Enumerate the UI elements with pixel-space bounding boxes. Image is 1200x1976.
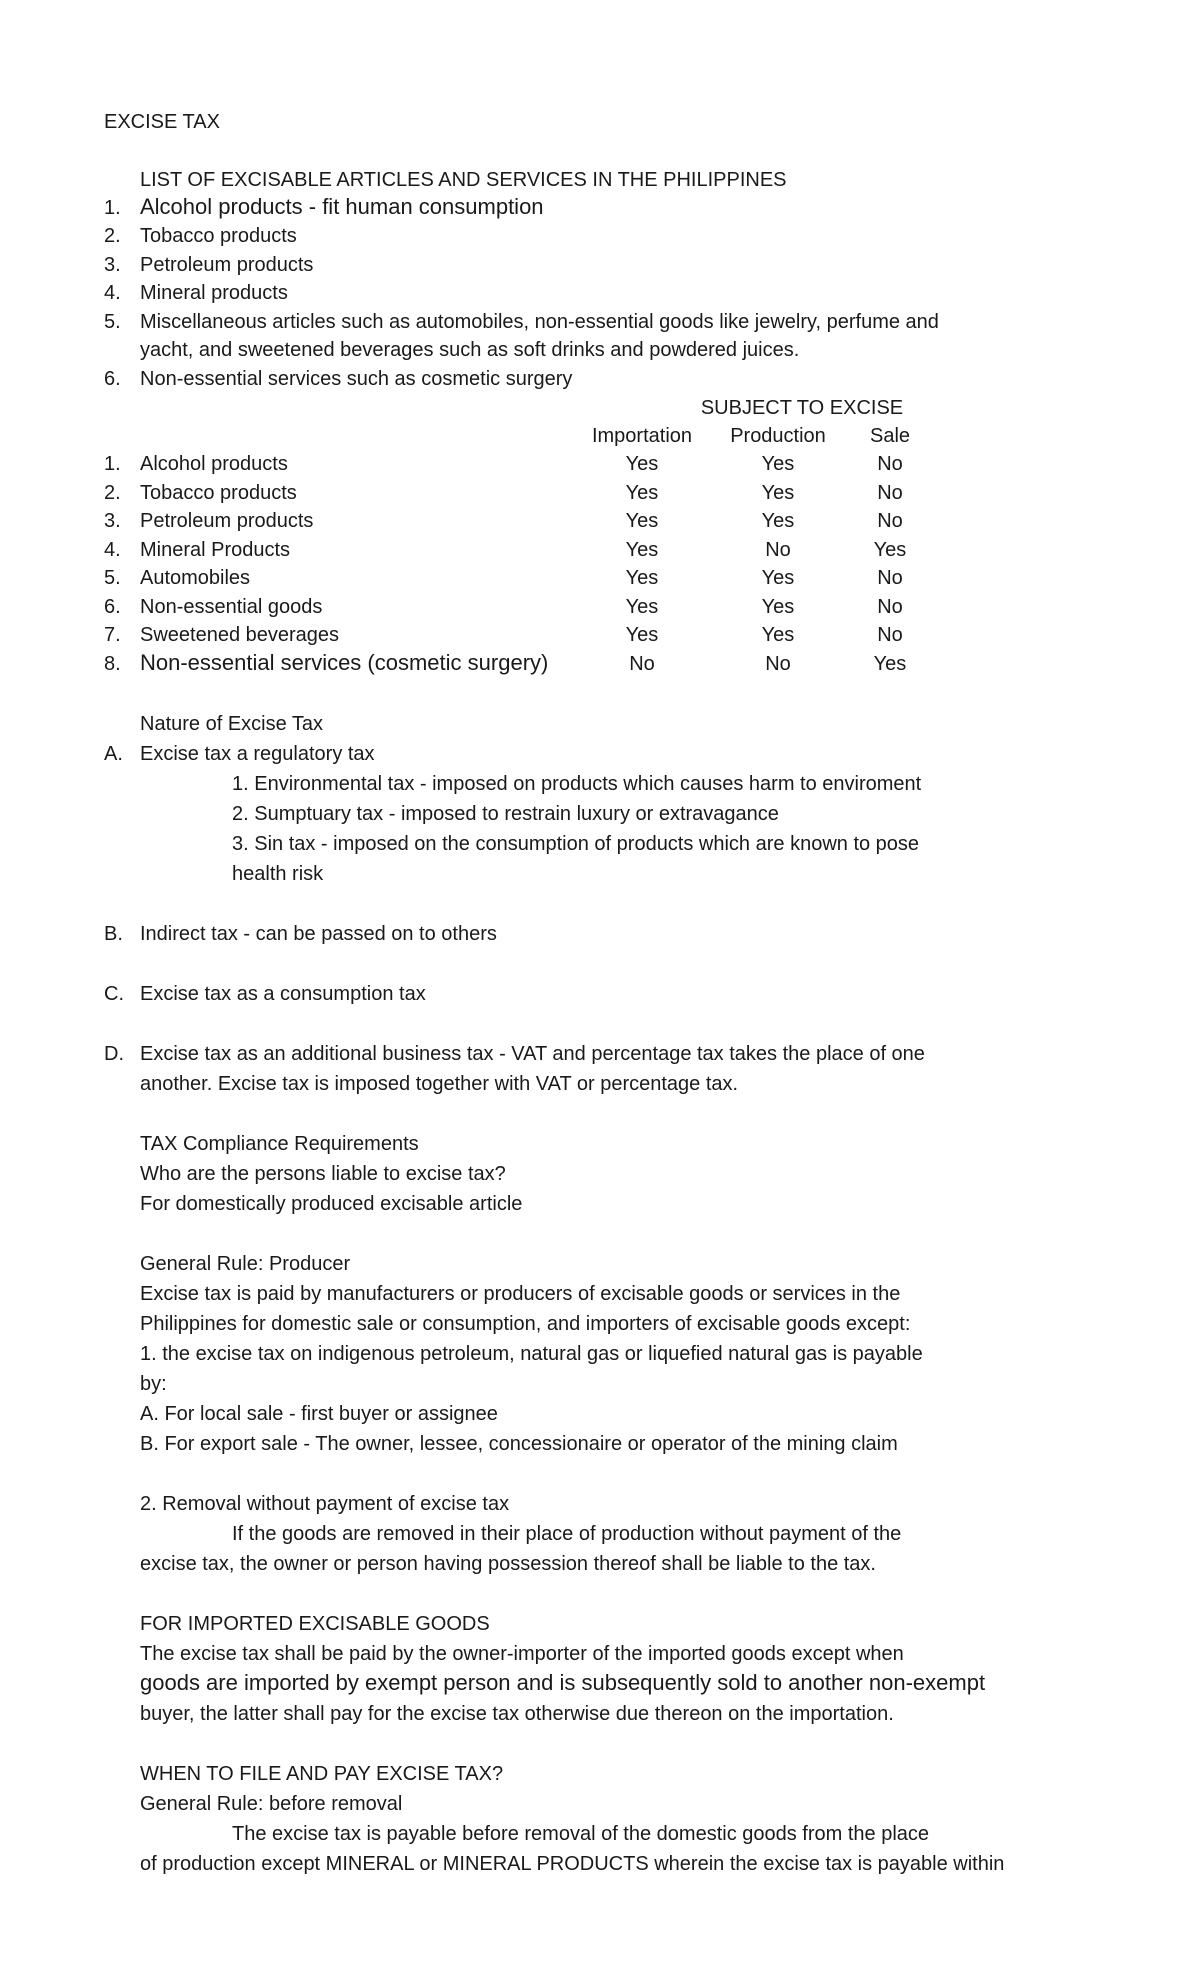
row-item: Tobacco products — [140, 482, 297, 504]
cell-importation: Yes — [625, 624, 659, 646]
cell-production: Yes — [761, 596, 795, 618]
cell-importation: Yes — [625, 567, 659, 589]
table-caption: SUBJECT TO EXCISE — [700, 397, 904, 419]
list-item: Alcohol products - fit human consumption — [140, 194, 544, 219]
cell-production: No — [765, 653, 791, 675]
paragraph-line: Who are the persons liable to excise tax? — [140, 1163, 506, 1185]
cell-production: Yes — [761, 453, 795, 475]
sub-item: 1. Environmental tax - imposed on products which causes harm to enviroment — [232, 773, 922, 795]
paragraph-line: Excise tax is paid by manufacturers or producers of excisable goods or services in the — [140, 1283, 901, 1305]
item-label: C. — [104, 983, 124, 1005]
cell-sale: No — [877, 567, 903, 589]
item-text-continuation: another. Excise tax is imposed together with VAT or percentage tax. — [140, 1073, 739, 1095]
cell-importation: Yes — [625, 482, 659, 504]
item-label: A. — [104, 743, 123, 765]
list-number: 6. — [104, 368, 121, 390]
item-text: Indirect tax - can be passed on to others — [140, 923, 497, 945]
row-number: 4. — [104, 539, 121, 561]
paragraph-line: Philippines for domestic sale or consumption, and importers of excisable goods except: — [140, 1313, 911, 1335]
paragraph-line: of production except MINERAL or MINERAL PRODUCTS wherein the excise tax is payable within — [140, 1853, 1005, 1875]
paragraph-line: buyer, the latter shall pay for the excise tax otherwise due thereon on the importation. — [140, 1703, 894, 1725]
paragraph-line: goods are imported by exempt person and is subsequently sold to another non-exempt — [140, 1670, 986, 1695]
item-text: Excise tax a regulatory tax — [140, 743, 375, 765]
cell-sale: No — [877, 596, 903, 618]
sub-item: 2. Sumptuary tax - imposed to restrain luxury or extravagance — [232, 803, 779, 825]
cell-importation: Yes — [625, 596, 659, 618]
column-header-production: Production — [730, 425, 826, 447]
cell-production: Yes — [761, 624, 795, 646]
paragraph-line: 1. the excise tax on indigenous petroleum, natural gas or liquefied natural gas is payable — [140, 1343, 923, 1365]
sub-item-continuation: health risk — [232, 863, 324, 885]
item-label: D. — [104, 1043, 124, 1065]
cell-sale: Yes — [873, 539, 907, 561]
list-number: 3. — [104, 254, 121, 276]
row-item: Mineral Products — [140, 539, 291, 561]
row-item: Automobiles — [140, 567, 251, 589]
row-item: Non-essential goods — [140, 596, 323, 618]
row-number: 5. — [104, 567, 121, 589]
list-item: Tobacco products — [140, 225, 297, 247]
cell-production: No — [765, 539, 791, 561]
list-item: Non-essential services such as cosmetic surgery — [140, 368, 573, 390]
paragraph-line: The excise tax shall be paid by the owner-importer of the imported goods except when — [140, 1643, 904, 1665]
paragraph-line: B. For export sale - The owner, lessee, concessionaire or operator of the mining claim — [140, 1433, 898, 1455]
paragraph-line: If the goods are removed in their place of production without payment of the — [232, 1523, 902, 1545]
list-number: 2. — [104, 225, 121, 247]
cell-importation: No — [629, 653, 655, 675]
row-number: 2. — [104, 482, 121, 504]
doc-title: EXCISE TAX — [104, 111, 220, 133]
cell-importation: Yes — [625, 539, 659, 561]
row-number: 8. — [104, 653, 121, 675]
cell-sale: No — [877, 624, 903, 646]
list-item: Petroleum products — [140, 254, 314, 276]
section-heading: TAX Compliance Requirements — [140, 1133, 419, 1155]
column-header-importation: Importation — [591, 425, 693, 447]
cell-production: Yes — [761, 482, 795, 504]
list-number: 1. — [104, 197, 121, 219]
section-heading: FOR IMPORTED EXCISABLE GOODS — [140, 1613, 490, 1635]
section-heading: WHEN TO FILE AND PAY EXCISE TAX? — [140, 1763, 504, 1785]
row-number: 1. — [104, 453, 121, 475]
paragraph-line: excise tax, the owner or person having possession thereof shall be liable to the tax. — [140, 1553, 876, 1575]
sub-item: 3. Sin tax - imposed on the consumption of products which are known to pose — [232, 833, 920, 855]
cell-sale: No — [877, 482, 903, 504]
cell-sale: Yes — [873, 653, 907, 675]
cell-production: Yes — [761, 567, 795, 589]
list-number: 5. — [104, 311, 121, 333]
cell-importation: Yes — [625, 453, 659, 475]
paragraph-line: The excise tax is payable before removal of the domestic goods from the place — [232, 1823, 930, 1845]
cell-importation: Yes — [625, 510, 659, 532]
item-text: Excise tax as an additional business tax - VAT and percentage tax takes the place of one — [140, 1043, 925, 1065]
list-heading: LIST OF EXCISABLE ARTICLES AND SERVICES IN THE PHILIPPINES — [140, 169, 787, 191]
list-item: Mineral products — [140, 282, 288, 304]
paragraph-line: by: — [140, 1373, 167, 1395]
section-heading: Nature of Excise Tax — [140, 713, 324, 735]
cell-sale: No — [877, 510, 903, 532]
list-item: Miscellaneous articles such as automobiles, non-essential goods like jewelry, perfume and — [140, 311, 939, 333]
column-header-sale: Sale — [869, 425, 911, 447]
list-number: 4. — [104, 282, 121, 304]
general-rule: General Rule: before removal — [140, 1793, 403, 1815]
item-text: Excise tax as a consumption tax — [140, 983, 426, 1005]
row-item: Petroleum products — [140, 510, 314, 532]
paragraph-line: For domestically produced excisable article — [140, 1193, 523, 1215]
paragraph-line: A. For local sale - first buyer or assignee — [140, 1403, 498, 1425]
cell-production: Yes — [761, 510, 795, 532]
item-label: B. — [104, 923, 123, 945]
list-item-continuation: yacht, and sweetened beverages such as soft drinks and powdered juices. — [140, 339, 800, 361]
row-number: 6. — [104, 596, 121, 618]
sub-heading: 2. Removal without payment of excise tax — [140, 1493, 510, 1515]
row-item: Sweetened beverages — [140, 624, 340, 646]
row-item: Alcohol products — [140, 453, 288, 475]
row-number: 7. — [104, 624, 121, 646]
row-item: Non-essential services (cosmetic surgery) — [140, 650, 549, 675]
general-rule: General Rule: Producer — [140, 1253, 351, 1275]
row-number: 3. — [104, 510, 121, 532]
cell-sale: No — [877, 453, 903, 475]
